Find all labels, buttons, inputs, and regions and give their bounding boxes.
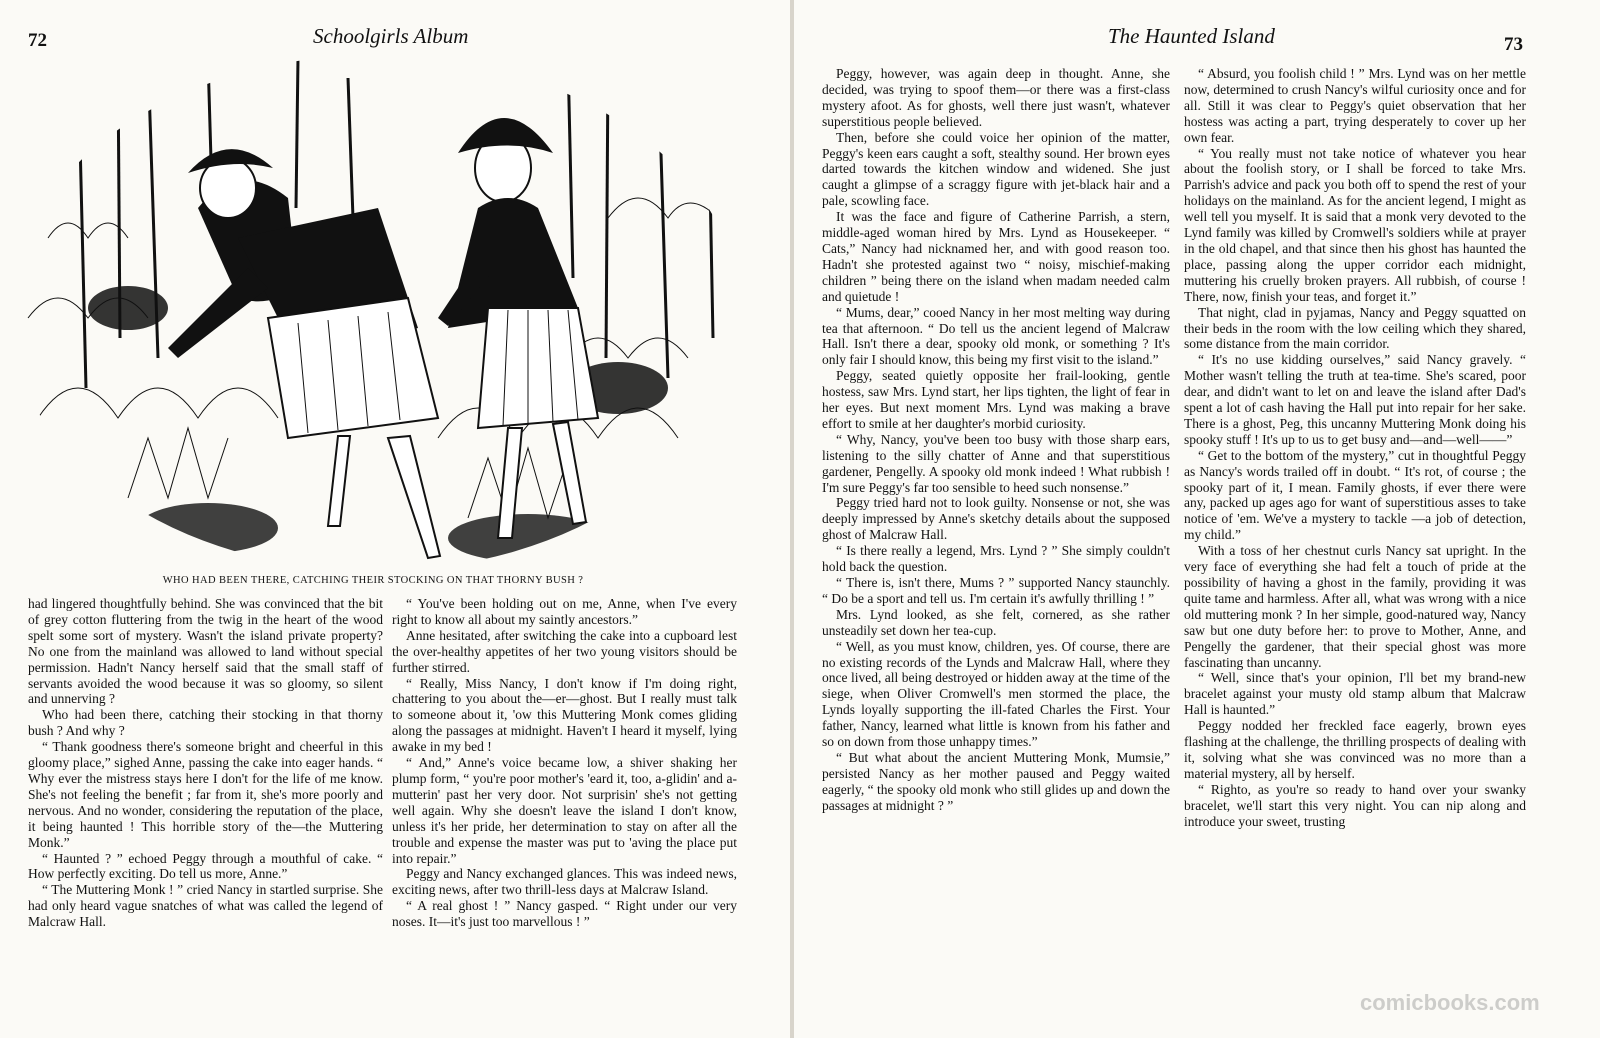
- paragraph: “ Absurd, you foolish child ! ” Mrs. Lynd was on her mettle now, determined to crush Nancy's wilful curiosity once and for all. Still it was clear to Peggy's quiet observation that her hostess was acting a part, trying desperately to cover up her own fear.: [1184, 66, 1526, 145]
- paragraph: Then, before she could voice her opinion of the matter, Peggy's keen ears caught a soft, stealthy sound. Her brown eyes darted towards the kitchen window and widened. She just caught a glimpse of a scraggy figure with jet-black hair and a pale, scowling face.: [822, 129, 1170, 209]
- right-page-column-1: [822, 66, 1170, 814]
- paragraph: “ A real ghost ! ” Nancy gasped. “ Right under our very noses. It—it's just too marvellous ! ”: [392, 898, 737, 930]
- paragraph: “ Mums, dear,” cooed Nancy in her most melting way during tea that afternoon. “ Do tell us the ancient legend of Malcraw Hall. Isn't there a dear, spooky old monk, or something ? It's only fair I should know, this being my first visit to the island.”: [822, 304, 1170, 368]
- paragraph: That night, clad in pyjamas, Nancy and Peggy squatted on their beds in the room with the low ceiling which they shared, some distance from the main corridor.: [1184, 304, 1526, 352]
- paragraph: Peggy tried hard not to look guilty. Nonsense or not, she was deeply impressed by Anne's sketchy details about the supposed ghost of Malcraw Hall.: [822, 495, 1170, 543]
- illustration-caption: WHO HAD BEEN THERE, CATCHING THEIR STOCKING ON THAT THORNY BUSH ?: [162, 575, 584, 586]
- paragraph: “ But what about the ancient Muttering Monk, Mumsie,” persisted Nancy as her mother paused and Peggy waited eagerly, “ the spooky old monk who still glides up and down the passages at midnight ? ”: [822, 749, 1170, 813]
- paragraph: “ Really, Miss Nancy, I don't know if I'm doing right, chattering to you about the—er—ghost. But I really must talk to someone about it, 'ow this Muttering Monk comes gliding along the passages at midnight. Haven't I heard it myself, lying awake in my bed !: [392, 675, 737, 755]
- paragraph: “ Haunted ? ” echoed Peggy through a mouthful of cake. “ How perfectly exciting. Do tell us more, Anne.”: [28, 850, 383, 882]
- left-page-number: 72: [28, 30, 47, 51]
- right-page-number: 73: [1504, 34, 1523, 55]
- right-running-head: The Haunted Island: [1108, 24, 1275, 48]
- paragraph: Who had been there, catching their stocking in that thorny bush ? And why ?: [28, 707, 383, 739]
- paragraph: “ Thank goodness there's someone bright and cheerful in this gloomy place,” sighed Anne, passing the cake into eager hands. “ Why ever the mistress stays here I don't for the life of me know. She's not feeling the benefit ; far from it, she's more poorly and nervous. And no wonder, considering the reputation of the place, it being haunted ! This horrible story of the—the Muttering Monk.”: [28, 739, 383, 850]
- paragraph: It was the face and figure of Catherine Parrish, a stern, middle-aged woman hired by Mrs. Lynd as Housekeeper. “ Cats,” Nancy had nicknamed her, and with good reason too. Hadn't she protested against two “ noisy, mischief-making children ” being there on the island when madam needed calm and quietude !: [822, 209, 1170, 304]
- left-running-head: Schoolgirls Album: [313, 24, 469, 48]
- right-page: [794, 0, 1600, 1038]
- paragraph: had lingered thoughtfully behind. She was convinced that the bit of grey cotton fluttering from the twig in the heart of the wood spelt some sort of mystery. Wasn't the island private property? No one from the mainland was allowed to land without special permission. Hadn't Nancy herself said that the small staff of servants avoided the wood because it was so gloomy, so silent and unnerving ?: [28, 596, 383, 707]
- forest-illustration: [8, 58, 742, 568]
- paragraph: Peggy, however, was again deep in thought. Anne, she decided, was trying to spoof them—or there was a first-class mystery afoot. As for ghosts, well there just wasn't, whatever superstitious people believed.: [822, 66, 1170, 129]
- left-page-column-1: [28, 596, 383, 930]
- paragraph: Peggy nodded her freckled face eagerly, brown eyes flashing at the challenge, the thrilling prospects of dealing with it, solving what she was convinced was no more than a material mystery, all by herself.: [1184, 718, 1526, 781]
- paragraph: “ Is there really a legend, Mrs. Lynd ? ” She simply couldn't hold back the question.: [822, 543, 1170, 575]
- forest-scene: [8, 58, 742, 568]
- paragraph: “ Well, as you must know, children, yes. Of course, there are no existing records of the Lynds and Malcraw Hall, where they once lived, all being destroyed or hidden away at the time of the siege, when Oliver Cromwell's men stormed the place, the Lynds loyally supporting the ill-fated Charles the First. Your father, Nancy, learned what little is known from his father and so on down from those unhappy times.”: [822, 638, 1170, 750]
- paragraph: “ You've been holding out on me, Anne, when I've every right to know all about my saintly ancestors.”: [392, 596, 737, 627]
- paragraph: “ It's no use kidding ourselves,” said Nancy gravely. “ Mother wasn't telling the truth at tea-time. She's scared, poor dear, and didn't want to let on and leave the island after Dad's spent a lot of cash having the Hall put into repair for her sake. There is a ghost, Peg, this uncanny Muttering Monk doing his spooky stuff ! It's up to us to get busy and—and—well——”: [1184, 352, 1526, 447]
- paragraph: Anne hesitated, after switching the cake into a cupboard lest the over-healthy appetites of her two young visitors should be further stirred.: [392, 627, 737, 675]
- paragraph: “ Righto, as you're so ready to hand over your swanky bracelet, we'll start this very night. You can nip along and introduce your sweet, trusting: [1184, 781, 1526, 829]
- paragraph: “ You really must not take notice of whatever you hear about the foolish story, or I shall be forced to take Mrs. Parrish's advice and pack you both off to spend the rest of your holidays on the mainland. As for the ancient legend, I might as well tell you myself. It is said that a monk very devoted to the Lynd family was killed by Cromwell's soldiers while at prayer in the old chapel, and that since then his ghost has haunted the place, passing along the upper corridor each midnight, muttering his cruelly broken prayers. All rubbish, of course ! There, now, finish your teas, and forget it.”: [1184, 145, 1526, 304]
- paragraph: “ There is, isn't there, Mums ? ” supported Nancy staunchly. “ Do be a sport and tell us. I'm certain it's awfully thrilling ! ”: [822, 575, 1170, 606]
- paragraph: Mrs. Lynd looked, as she felt, cornered, as she rather unsteadily set down her tea-cup.: [822, 606, 1170, 638]
- paragraph: “ Why, Nancy, you've been too busy with those sharp ears, listening to the silly chatter of Anne and that superstitious gardener, Pengelly. A spooky old monk indeed ! What rubbish ! I'm sure Peggy's far too sensible to heed such nonsense.”: [822, 431, 1170, 495]
- paragraph: With a toss of her chestnut curls Nancy sat upright. In the very face of everything she had felt a touch of pride at the possibility of having a ghost in the family, providing it was quite tame and harmless. After all, what was wrong with a nice old muttering monk ? In her simple, good-natured way, Nancy saw but one duty before her: to prove to Mother, Anne, and Pengelly the gardener, that their special ghost was more fascinating than uncanny.: [1184, 543, 1526, 670]
- left-page-column-2: [392, 596, 737, 930]
- paragraph: “ And,” Anne's voice became low, a shiver shaking her plump form, “ you're poor mother's 'eard it, too, a-glidin' and a-mutterin' past her very door. Not surprisin' she's not getting well again. Why she doesn't leave the island I don't know, unless it's her pride, her determination to stay on after all the trouble and expense the master was put to 'aving the place put into repair.”: [392, 755, 737, 866]
- paragraph: “ Get to the bottom of the mystery,” cut in thoughtful Peggy as Nancy's words trailed off in doubt. “ It's rot, of course ; the spooky part of it, I mean. Family ghosts, if ever there were any, packed up ages ago for want of superstitious asses to take notice of 'em. We've a mystery to tackle —a job of detection, my child.”: [1184, 447, 1526, 543]
- right-page-column-2: [1184, 66, 1526, 830]
- paragraph: Peggy and Nancy exchanged glances. This was indeed news, exciting news, after two thrill-less days at Malcraw Island.: [392, 866, 737, 898]
- left-page: [0, 0, 790, 1038]
- watermark: comicbooks.com: [1360, 990, 1540, 1015]
- paragraph: “ The Muttering Monk ! ” cried Nancy in startled surprise. She had only heard vague snatches of what was called the legend of Malcraw Hall.: [28, 882, 383, 930]
- paragraph: Peggy, seated quietly opposite her frail-looking, gentle hostess, saw Mrs. Lynd start, her lips tighten, the light of fear in her eyes. But next moment Mrs. Lynd was making a brave effort to smile at her daughter's morbid curiosity.: [822, 368, 1170, 431]
- paragraph: “ Well, since that's your opinion, I'll bet my brand-new bracelet against your musty old stamp album that Malcraw Hall is haunted.”: [1184, 670, 1526, 718]
